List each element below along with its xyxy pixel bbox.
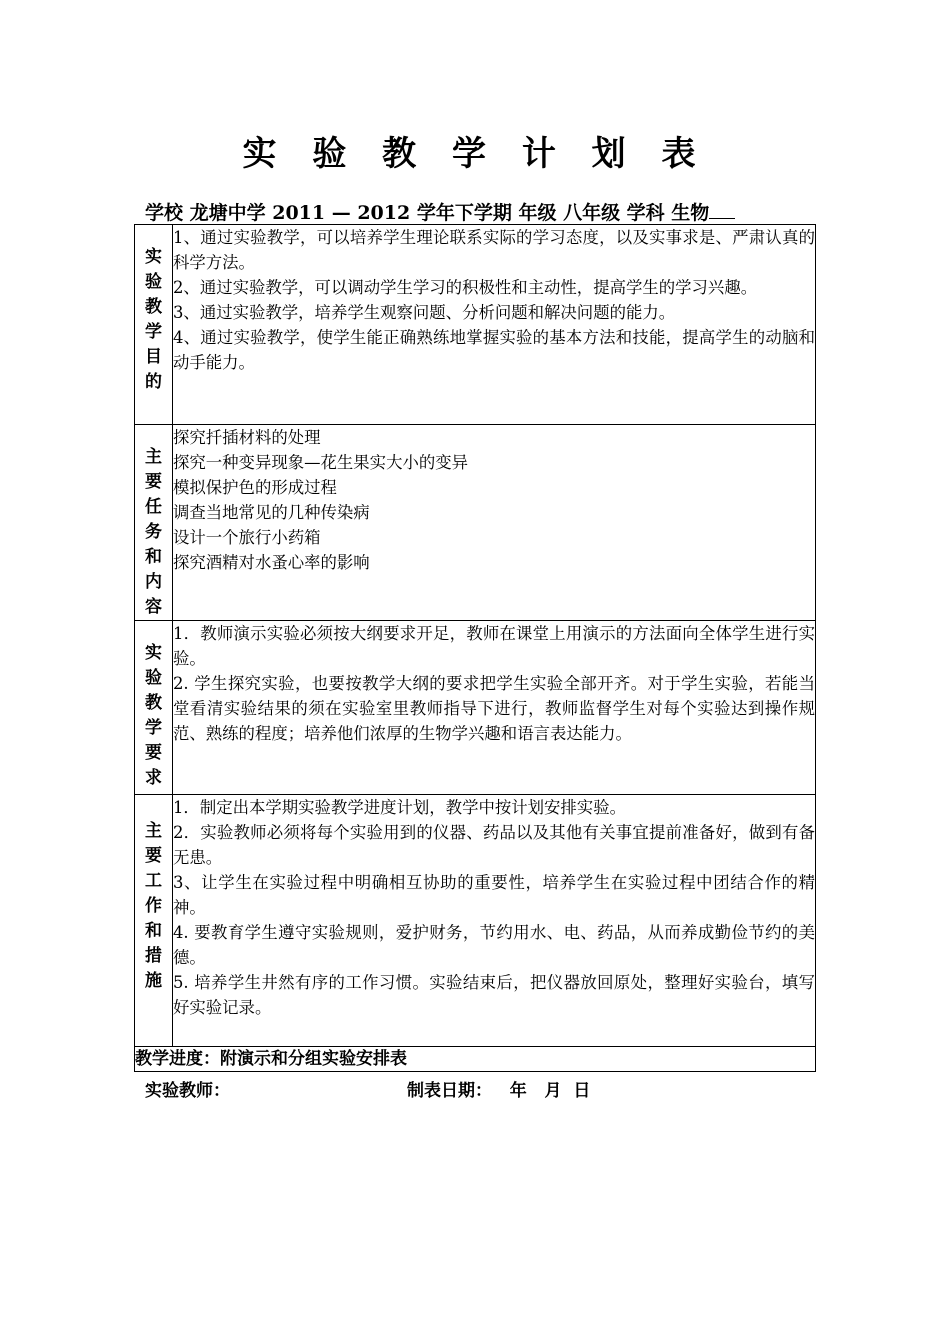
section-label-char: 主 — [145, 447, 162, 467]
progress-note: 教学进度：附演示和分组实验安排表 — [135, 1047, 816, 1072]
section-label-text — [135, 621, 172, 791]
section-label-char: 教 — [145, 693, 162, 713]
section-label-char: 措 — [145, 946, 162, 966]
section-label-char: 教 — [145, 297, 162, 317]
content-line: 3、通过实验教学，培养学生观察问题、分析问题和解决问题的能力。 — [173, 303, 676, 322]
underline-blank — [709, 202, 735, 219]
section-label-char: 任 — [145, 497, 162, 517]
section-label-char: 工 — [145, 871, 162, 891]
section-label — [135, 225, 173, 425]
content-line: 模拟保护色的形成过程 — [173, 478, 337, 497]
section-label-char: 施 — [145, 971, 162, 991]
plan-table — [134, 224, 816, 1072]
section-content — [173, 795, 816, 1047]
section-label-char: 目 — [145, 347, 162, 367]
content-line: 3、让学生在实验过程中明确相互协助的重要性，培养学生在实验过程中团结合作的精神。 — [173, 873, 815, 917]
section-label-char: 学 — [145, 718, 162, 738]
section-label-char: 验 — [145, 668, 162, 688]
teacher-label: 实验教师： — [145, 1081, 230, 1101]
section-label-char: 和 — [145, 921, 162, 941]
section-label-char: 实 — [145, 643, 162, 663]
content-line: 2. 学生探究实验，也要按教学大纲的要求把学生实验全部开齐。对于学生实验，若能当堂看清实验结果的须在实验室里教师指导下进行，教师监督学生对每个实验达到操作规范、熟练的程度；培养他们浓厚的生物学兴趣和语言表达能力。 — [173, 674, 815, 743]
content-line: 4、通过实验教学，使学生能正确熟练地掌握实验的基本方法和技能，提高学生的动脑和动手能力。 — [173, 328, 815, 372]
section-label-char: 主 — [145, 821, 162, 841]
section-label-char: 作 — [145, 896, 162, 916]
table-row-requirements — [135, 621, 816, 795]
section-label-char: 务 — [145, 522, 162, 542]
content-line: 1．制定出本学期实验教学进度计划，教学中按计划安排实验。 — [173, 798, 626, 817]
school-info-text: 学校 龙塘中学 2011 — 2012 学年下学期 年级 八年级 学科 生物 — [145, 202, 710, 224]
school-info-line — [145, 198, 735, 225]
content-line: 调查当地常见的几种传染病 — [173, 503, 370, 522]
content-line: 4. 要教育学生遵守实验规则，爱护财务，节约用水、电、药品，从而养成勤俭节约的美德。 — [173, 923, 815, 967]
content-line: 2．实验教师必须将每个实验用到的仪器、药品以及其他有关事宜提前准备好，做到有备无患。 — [173, 823, 815, 867]
section-label — [135, 795, 173, 1047]
section-label-char: 学 — [145, 322, 162, 342]
content-line: 1．教师演示实验必须按大纲要求开足，教师在课堂上用演示的方法面向全体学生进行实验。 — [173, 624, 815, 668]
section-label-char: 的 — [145, 372, 162, 392]
section-label — [135, 425, 173, 621]
section-label-text — [135, 225, 172, 395]
section-content — [173, 225, 816, 425]
content-line: 5. 培养学生井然有序的工作习惯。实验结束后，把仪器放回原处，整理好实验台，填写好实验记录。 — [173, 973, 815, 1017]
page-title: 实 验 教 学 计 划 表 — [242, 134, 708, 174]
table-row-measures — [135, 795, 816, 1047]
content-line: 2、通过实验教学，可以调动学生学习的积极性和主动性，提高学生的学习兴趣。 — [173, 278, 758, 297]
section-label-char: 内 — [145, 572, 162, 592]
section-content — [173, 425, 816, 621]
section-label-char: 要 — [145, 472, 162, 492]
date-label: 制表日期： 年 月 日 — [407, 1081, 591, 1101]
content-line: 探究酒精对水蚤心率的影响 — [173, 553, 370, 572]
section-label-char: 和 — [145, 547, 162, 567]
section-label-char: 求 — [145, 768, 162, 788]
section-label-text — [135, 425, 172, 620]
table-row-tasks — [135, 425, 816, 621]
table-row-progress — [135, 1047, 816, 1072]
section-label-char: 容 — [145, 597, 162, 617]
section-label-char: 验 — [145, 272, 162, 292]
content-line: 探究一种变异现象—花生果实大小的变异 — [173, 453, 469, 472]
section-label — [135, 621, 173, 795]
section-label-char: 实 — [145, 247, 162, 267]
section-label-char: 要 — [145, 846, 162, 866]
content-line: 探究扦插材料的处理 — [173, 428, 321, 447]
section-label-char: 要 — [145, 743, 162, 763]
content-line: 1、通过实验教学，可以培养学生理论联系实际的学习态度，以及实事求是、严肃认真的科学方法。 — [173, 228, 815, 272]
content-line: 设计一个旅行小药箱 — [173, 528, 321, 547]
section-content — [173, 621, 816, 795]
table-row-purpose — [135, 225, 816, 425]
section-label-text — [135, 795, 172, 994]
